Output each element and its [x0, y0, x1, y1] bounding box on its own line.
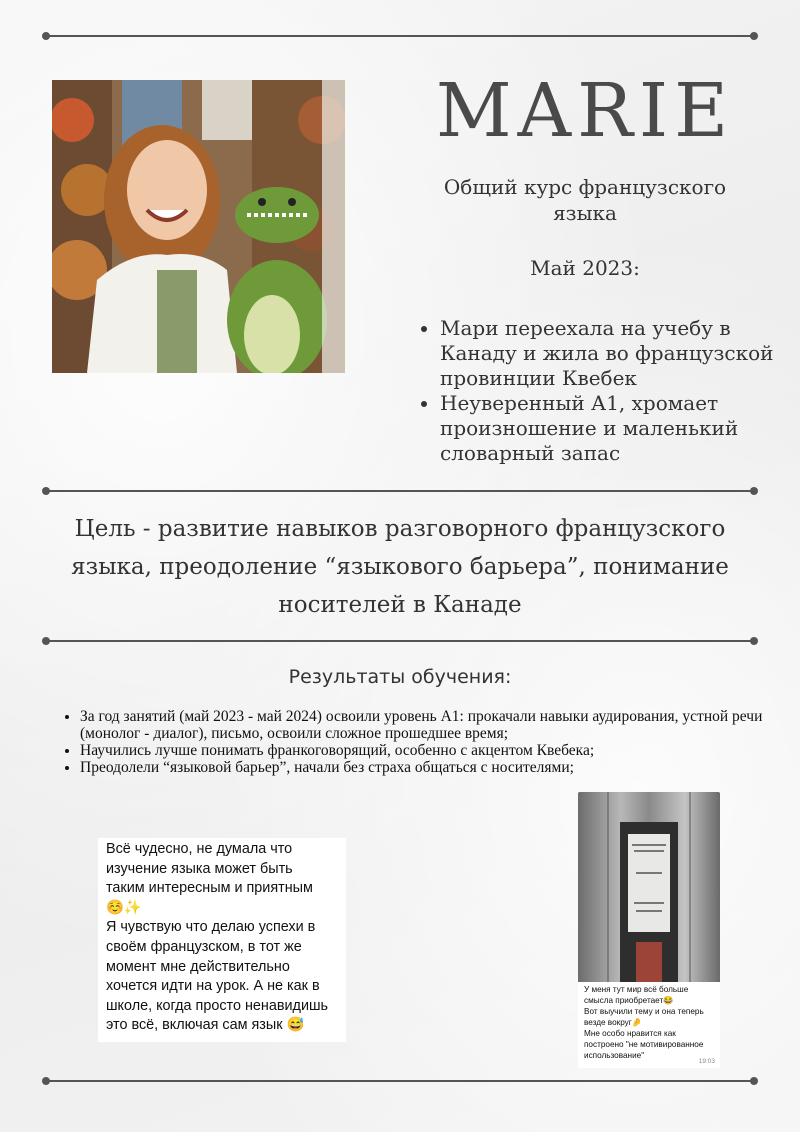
review-text-part2: Я чувствую что делаю успехи в своём французском, в тот же момент мне действительно хочется идти на урок. А не как в школе, когда просто ненавидишь это всё, включая сам язык: [106, 919, 329, 1034]
student-photo: [52, 80, 345, 373]
top-divider: [46, 35, 754, 37]
initial-state-list: [418, 316, 800, 466]
review-message-1: [98, 838, 346, 1042]
student-name: MARIE: [435, 68, 735, 154]
smile-sparkle-emoji-icon: ☺️✨: [106, 899, 142, 916]
initial-state-item: • Мари переехала на учебу в Канаду и жила во французской провинции Квебек: [440, 316, 800, 391]
bottom-divider: [46, 1080, 754, 1082]
course-title: Общий курс французского языка: [443, 175, 727, 225]
elevator-photo: [578, 792, 720, 982]
result-item: • Преодолели “языковой барьер”, начали без страха общаться с носителями;: [80, 759, 780, 776]
middle-divider: [46, 490, 754, 492]
result-item: • Научились лучше понимать франкоговорящий, особенно с акцентом Квебека;: [80, 742, 780, 759]
results-title: Результаты обучения:: [288, 666, 512, 688]
message-timestamp: 19:03: [698, 1058, 715, 1065]
start-date: Май 2023:: [530, 256, 640, 280]
student-photo-illustration: [52, 80, 345, 373]
goal-statement: Цель - развитие навыков разговорного французского языка, преодоление “языкового барьера”, понимание носителей в Канаде: [71, 516, 729, 618]
review-2-text: У меня тут мир всё больше смысла приобретает😂 Вот выучили тему и она теперь везде вокруг🤌 Мне особо нравится как построено "не мотивированное использование": [584, 985, 704, 1060]
result-item: • За год занятий (май 2023 - май 2024) освоили уровень А1: прокачали навыки аудирования, устной речи (монолог - диалог), письмо, освоили сложное прошедшее время;: [80, 708, 780, 742]
results-list: [62, 708, 780, 776]
lower-divider: [46, 640, 754, 642]
review-message-2: [578, 792, 720, 1068]
review-text-part1: Всё чудесно, не думала что изучение языка может быть таким интересным и приятным: [106, 841, 313, 897]
initial-state-item: • Неуверенный А1, хромает произношение и маленький словарный запас: [440, 391, 800, 466]
sweat-smile-emoji-icon: 😅: [286, 1017, 305, 1034]
